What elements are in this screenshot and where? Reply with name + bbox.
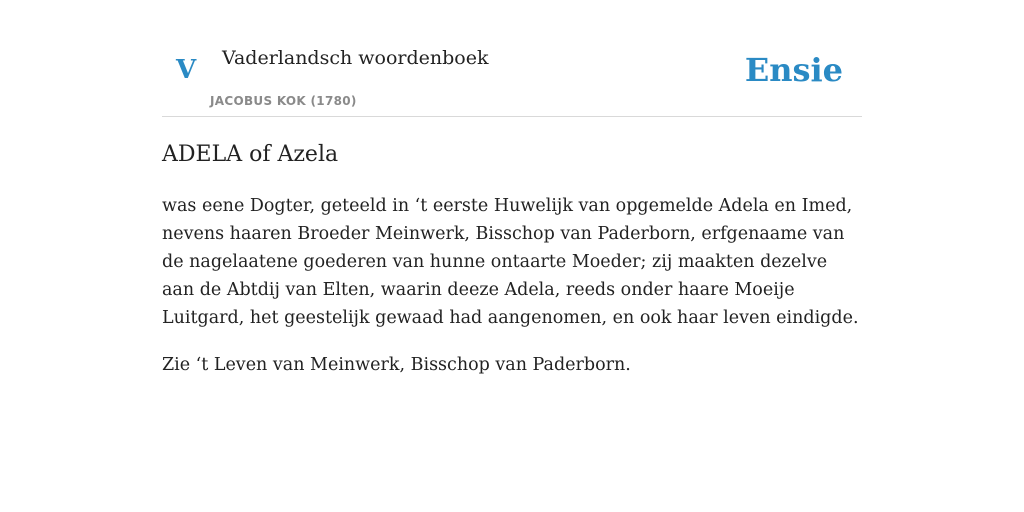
- entry-paragraph: was eene Dogter, geteeld in ‘t eerste Huwelijk van opgemelde Adela en Imed, nevens haaren Broeder Meinwerk, Bisschop van Paderborn, erfgenaame van de nagelaatene goederen van hunne ontaarte Moeder; zij maakten dezelve aan de Abtdij van Elten, waarin deeze Adela, reeds onder haare Moeije Luitgard, het geestelijk gewaad had aangenomen, en ook haar leven eindigde.: [162, 196, 859, 328]
- entry-title: ADELA of Azela: [162, 142, 339, 167]
- ensie-logo-link[interactable]: Ensie: [744, 51, 843, 89]
- header: [162, 0, 862, 117]
- book-title[interactable]: Vaderlandsch woordenboek: [222, 47, 489, 69]
- author-label: JACOBUS KOK (1780): [210, 94, 357, 108]
- book-logo-letter[interactable]: V: [176, 55, 197, 85]
- entry-paragraph: Zie ‘t Leven van Meinwerk, Bisschop van Paderborn.: [162, 355, 631, 375]
